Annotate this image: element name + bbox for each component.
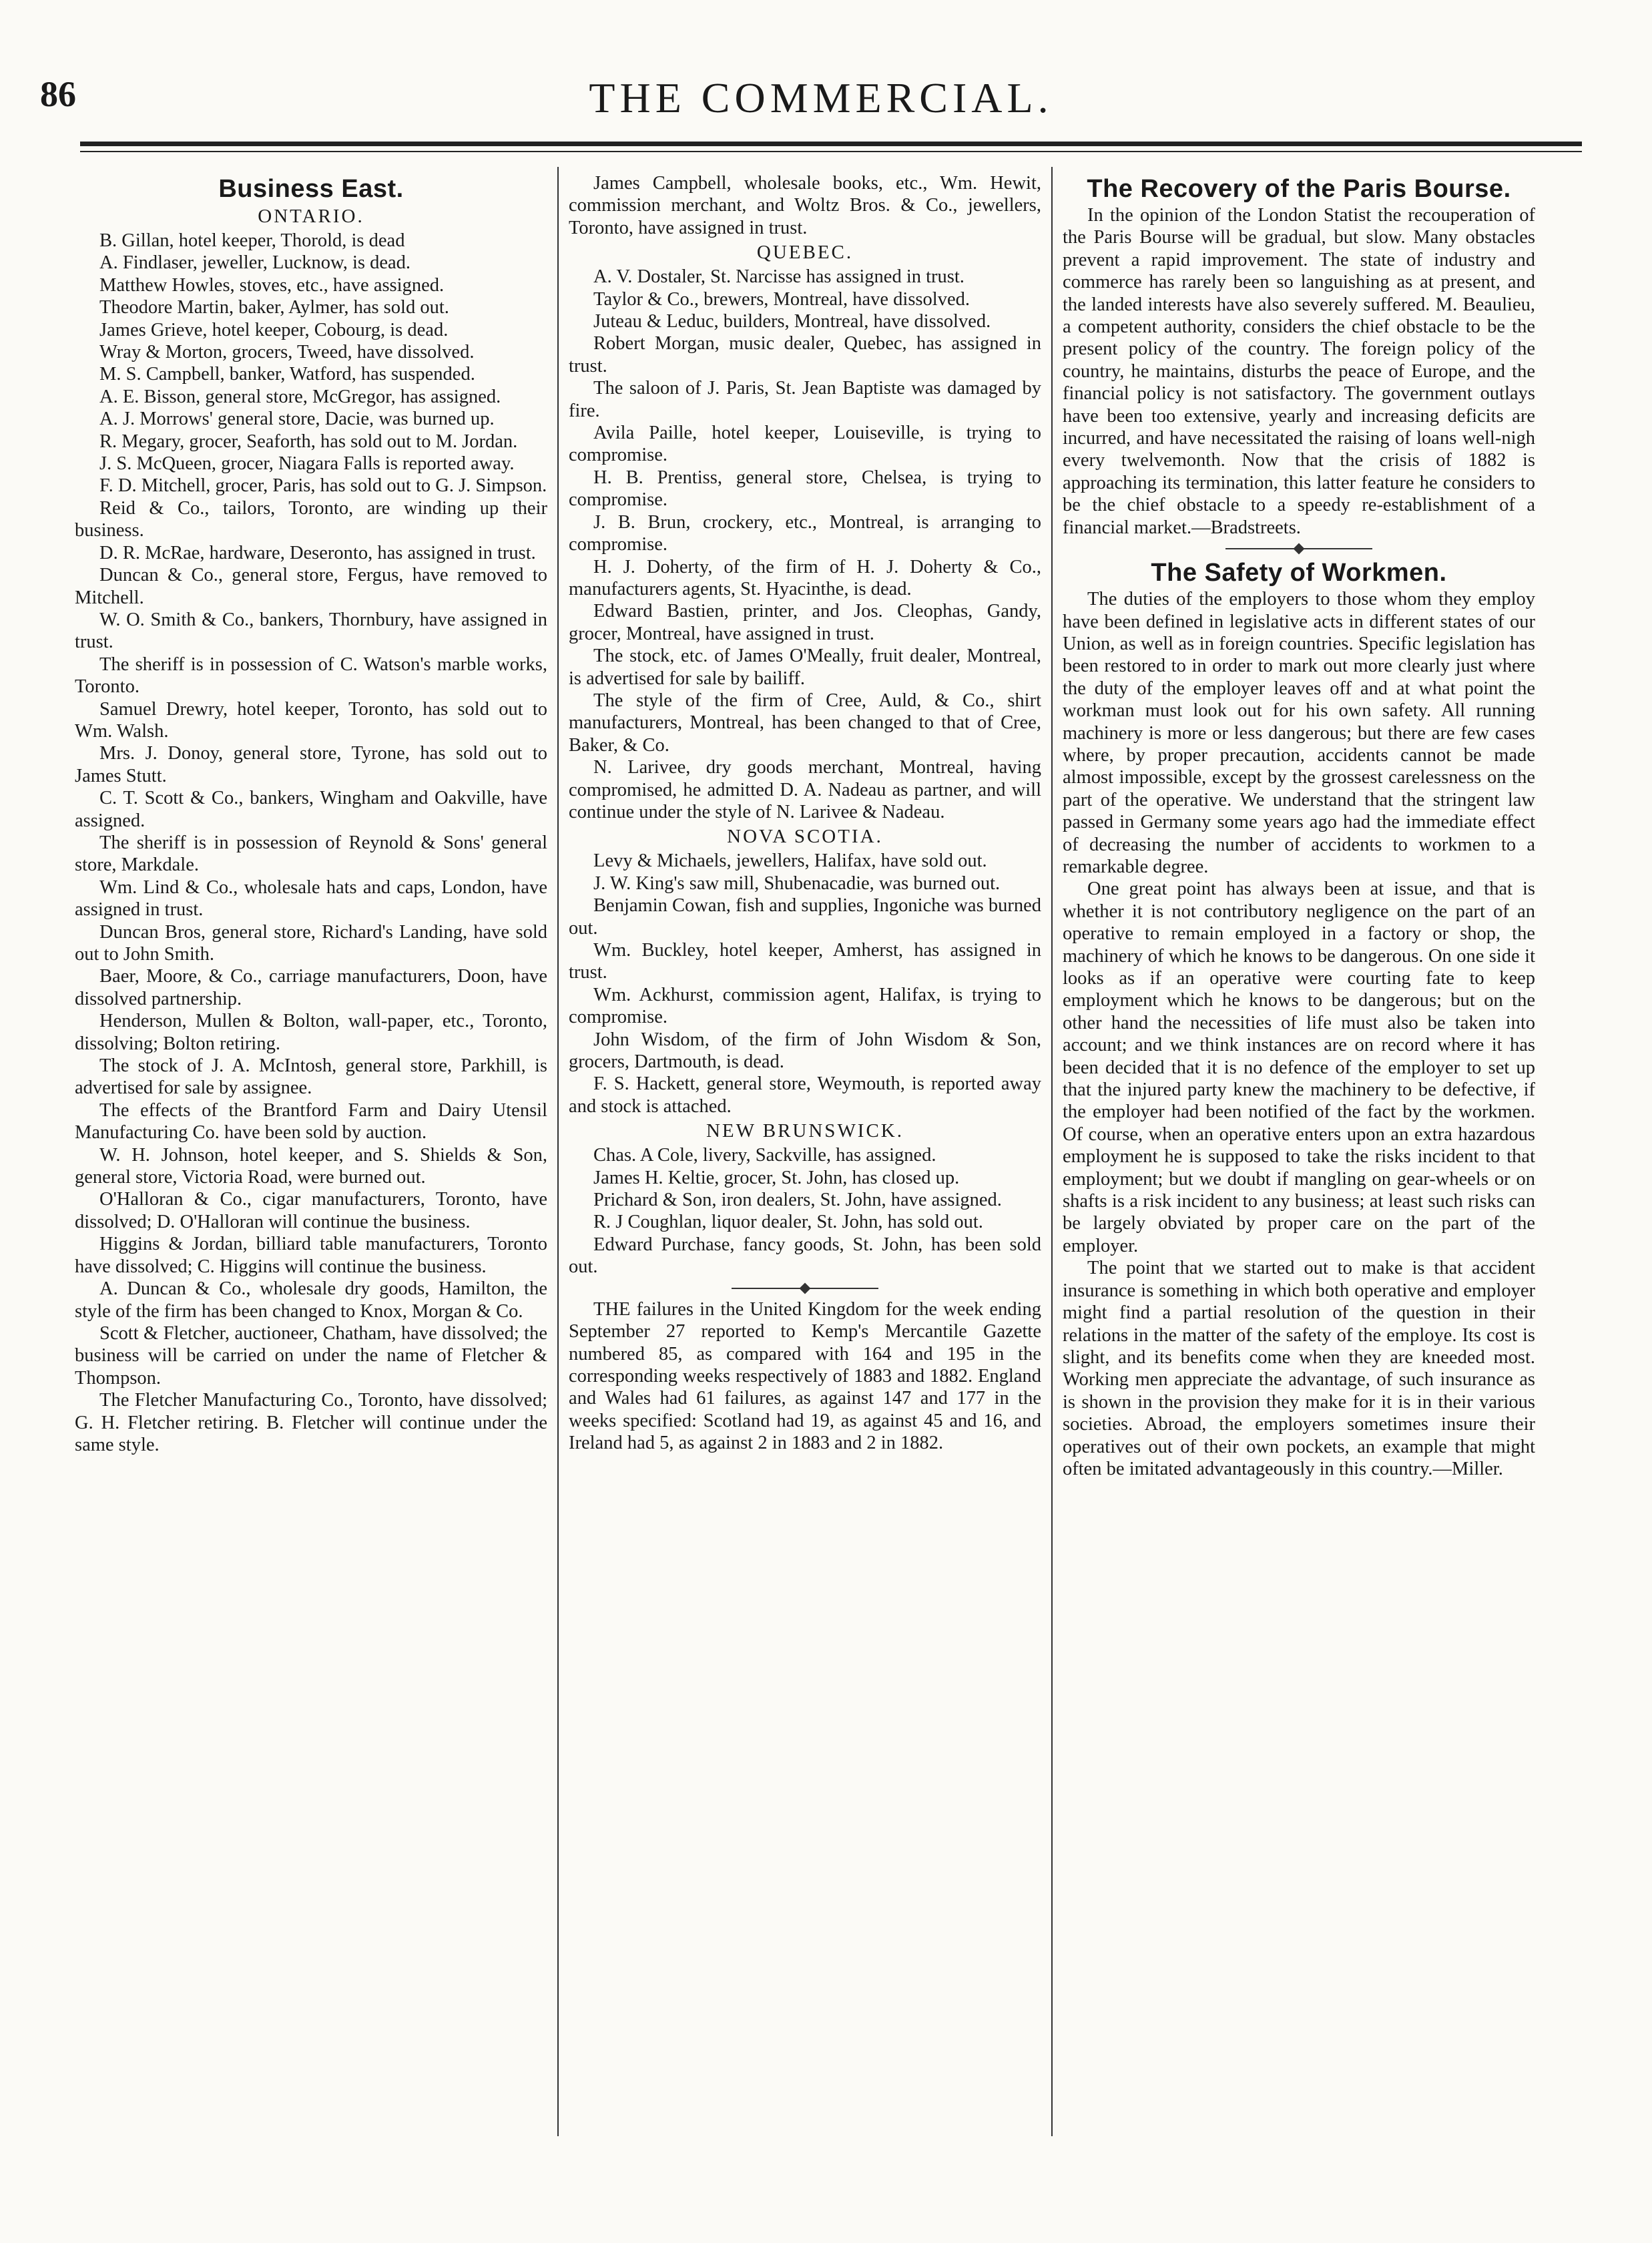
paragraph: The stock of J. A. McIntosh, general store, Parkhill, is advertised for sale by assignee.: [75, 1055, 547, 1099]
paragraph: Henderson, Mullen & Bolton, wall-paper, etc., Toronto, dissolving; Bolton retiring.: [75, 1011, 547, 1054]
business-east-heading: Business East.: [218, 175, 404, 203]
paragraph: A. J. Morrows' general store, Dacie, was burned up.: [99, 409, 495, 430]
paragraph: N. Larivee, dry goods merchant, Montreal, having compromised, he admitted D. A. Nadeau as partner, and will continue under the style of N. Larivee & Nadeau.: [569, 757, 1041, 822]
paragraph: Prichard & Son, iron dealers, St. John, have assigned.: [593, 1190, 1002, 1211]
quebec-subheading: QUEBEC.: [756, 242, 854, 264]
paragraph: Baer, Moore, & Co., carriage manufacturers, Doon, have dissolved partnership.: [75, 966, 547, 1009]
page-number: 86: [40, 74, 76, 114]
paragraph: J. S. McQueen, grocer, Niagara Falls is reported away.: [99, 453, 515, 475]
paragraph: The stock, etc. of James O'Meally, fruit dealer, Montreal, is advertised for sale by bailiff.: [569, 646, 1041, 689]
paragraph: M. S. Campbell, banker, Watford, has suspended.: [99, 364, 475, 385]
paragraph: Reid & Co., tailors, Toronto, are winding up their business.: [75, 497, 547, 541]
column-2: [569, 172, 1041, 2148]
paragraph: Duncan Bros, general store, Richard's Landing, have sold out to John Smith.: [75, 921, 547, 965]
paragraph: Edward Bastien, printer, and Jos. Cleophas, Gandy, grocer, Montreal, have assigned in trust.: [569, 601, 1041, 644]
ontario-notices: [75, 230, 547, 1456]
paragraph: Wray & Morton, grocers, Tweed, have dissolved.: [99, 342, 475, 363]
masthead: [40, 73, 1602, 147]
paragraph: Taylor & Co., brewers, Montreal, have dissolved.: [593, 288, 970, 310]
paragraph: The duties of the employers to those whom they employ have been defined in legislative acts in different states of our Union, as well as in foreign countries. Specific legislation has been restored to in order to mark out more clearly just where the duty of the employer leaves off and at what point the workman must look out for his own safety. All running machinery is more or less dangerous; but there are few cases where, by proper precaution, accidents cannot be made almost impossible, except by the grossest carelessness on the part of the operative. We understand that the stringent law passed in Germany some years ago had the immediate effect of decreasing the number of accidents to workmen to a remarkable degree.: [1063, 589, 1535, 877]
paragraph: Wm. Lind & Co., wholesale hats and caps, London, have assigned in trust.: [75, 877, 547, 921]
new-brunswick-subheading: NEW BRUNSWICK.: [706, 1120, 904, 1142]
header-rule-thick: [80, 142, 1582, 146]
paragraph: F. S. Hackett, general store, Weymouth, is reported away and stock is attached.: [569, 1073, 1041, 1117]
paragraph: W. H. Johnson, hotel keeper, and S. Shields & Son, general store, Victoria Road, were burned out.: [75, 1144, 547, 1188]
paragraph: Mrs. J. Donoy, general store, Tyrone, has sold out to James Stutt.: [75, 743, 547, 786]
paragraph: B. Gillan, hotel keeper, Thorold, is dead: [99, 230, 405, 251]
paragraph: The sheriff is in possession of Reynold & Sons' general store, Markdale.: [75, 832, 547, 876]
ontario-subheading: ONTARIO.: [258, 206, 364, 227]
paragraph: The point that we started out to make is that accident insurance is something in which both operative and employer might find a partial resolution of the question in their relations in the matter of the safety of the employe. Its cost is slight, and its benefits come when they are kneeded most. Working men appreciate the advantage, of such insurance as is shown in the provision they make for it is in their various societies. Abroad, the employers sometimes insure their operatives out of their own pockets, an example that might often be imitated advantageously in this country.—Miller.: [1063, 1258, 1535, 1479]
paragraph: The Fletcher Manufacturing Co., Toronto, have dissolved; G. H. Fletcher retiring. B. Fletcher will continue under the same style.: [75, 1390, 547, 1455]
paris-bourse-heading: The Recovery of the Paris Bourse.: [1087, 175, 1511, 203]
paragraph: The style of the firm of Cree, Auld, & Co., shirt manufacturers, Montreal, has been changed to that of Cree, Baker, & Co.: [569, 690, 1041, 756]
paragraph: H. J. Doherty, of the firm of H. J. Doherty & Co., manufacturers agents, St. Hyacinthe, is dead.: [569, 556, 1041, 599]
uk-failures-paragraph: THE failures in the United Kingdom for the week ending September 27 reported to Kemp's Mercantile Gazette numbered 85, as compared with 164 and 195 in the corresponding weeks respectively of 1883 and 1882. England and Wales had 61 failures, as against 147 and 177 in the weeks specified: Scotland had 19, as against 45 and 16, and Ireland had 5, as against 2 in 1883 and 2 in 1882.: [569, 1298, 1041, 1454]
continued-notices: [569, 172, 1041, 239]
paragraph: A. E. Bisson, general store, McGregor, has assigned.: [99, 386, 501, 407]
quebec-notices: [569, 266, 1041, 823]
paragraph: Wm. Buckley, hotel keeper, Amherst, has assigned in trust.: [569, 940, 1041, 983]
paragraph: R. J Coughlan, liquor dealer, St. John, has sold out.: [593, 1212, 983, 1233]
paragraph: A. V. Dostaler, St. Narcisse has assigned in trust.: [593, 266, 965, 288]
section-separator: [1225, 548, 1372, 549]
paragraph: A. Findlaser, jeweller, Lucknow, is dead.: [99, 252, 411, 274]
paragraph: Wm. Ackhurst, commission agent, Halifax, is trying to compromise.: [569, 984, 1041, 1028]
paragraph: The saloon of J. Paris, St. Jean Baptiste was damaged by fire.: [569, 378, 1041, 421]
paragraph: Theodore Martin, baker, Aylmer, has sold out.: [99, 297, 449, 318]
paragraph: F. D. Mitchell, grocer, Paris, has sold out to G. J. Simpson.: [99, 475, 547, 497]
paragraph: Edward Purchase, fancy goods, St. John, has been sold out.: [569, 1234, 1041, 1278]
column-3: [1063, 172, 1535, 2148]
paragraph: Higgins & Jordan, billiard table manufacturers, Toronto have dissolved; C. Higgins will continue the business.: [75, 1234, 547, 1277]
paragraph: C. T. Scott & Co., bankers, Wingham and Oakville, have assigned.: [75, 788, 547, 831]
paragraph: John Wisdom, of the firm of John Wisdom & Son, grocers, Dartmouth, is dead.: [569, 1029, 1041, 1073]
paragraph: Chas. A Cole, livery, Sackville, has assigned.: [593, 1145, 936, 1166]
paragraph: D. R. McRae, hardware, Deseronto, has assigned in trust.: [99, 542, 536, 563]
paragraph: R. Megary, grocer, Seaforth, has sold out to M. Jordan.: [99, 431, 518, 452]
paragraph: J. W. King's saw mill, Shubenacadie, was burned out.: [593, 873, 1001, 894]
section-separator: [732, 1288, 878, 1289]
paragraph: The effects of the Brantford Farm and Dairy Utensil Manufacturing Co. have been sold by auction.: [75, 1099, 547, 1144]
paris-bourse-article: In the opinion of the London Statist the recouperation of the Paris Bourse will be gradual, but slow. Many obstacles prevent a rapid improvement. The state of industry and commerce has rarely been so languishing as at present, and the landed interests have also severely suffered. M. Beaulieu, a competent authority, considers the chief obstacle to be the present policy of the country. The foreign policy of the country, he maintains, disturbs the peace of Europe, and the financial policy is not satisfactory. The government outlays have been too extensive, yearly and increasing deficits are incurred, and have necessitated the raising of loans well-nigh every twelvemonth. Now that the crisis of 1882 is approaching its termination, this latter feature he considers to be the chief obstacle to a speedy re-establishment of a financial market.—Bradstreets.: [1063, 205, 1535, 538]
paragraph: Duncan & Co., general store, Fergus, have removed to Mitchell.: [75, 565, 547, 608]
nova-scotia-subheading: NOVA SCOTIA.: [727, 826, 883, 848]
paragraph: Avila Paille, hotel keeper, Louiseville, is trying to compromise.: [569, 423, 1041, 466]
paragraph: Levy & Michaels, jewellers, Halifax, have sold out.: [593, 850, 987, 872]
safety-workmen-heading: The Safety of Workmen.: [1151, 559, 1447, 587]
column-1: [75, 172, 547, 2148]
paragraph: Juteau & Leduc, builders, Montreal, have dissolved.: [593, 311, 991, 332]
nova-scotia-notices: [569, 850, 1041, 1117]
paragraph: A. Duncan & Co., wholesale dry goods, Hamilton, the style of the firm has been changed to Knox, Morgan & Co.: [75, 1278, 547, 1322]
paragraph: James Grieve, hotel keeper, Cobourg, is dead.: [99, 319, 449, 340]
new-brunswick-notices: [569, 1144, 1041, 1278]
paragraph: The sheriff is in possession of C. Watson's marble works, Toronto.: [75, 654, 547, 698]
paragraph: One great point has always been at issue, and that is whether it is not contributory negligence on the part of an operative to remain employed in a factory or shop, the machinery of which he knows to be dangerous. On one side it looks as if an operative were courting fate to keep employment which he knows to be dangerous; but on the other hand the necessities of life must also be taken into account; and we think instances are on record where it has been decided that it is no defence of the employer to set up that the injured party knew the machinery to be defective, if the employer had been notified of the fact by the workmen. Of course, when an operative enters upon an extra hazardous employment he is supposed to take the risks incident to that employment; but we doubt if mangling on gear-wheels or on shafts is a risk incident to any business; at least such risks can be largely obviated by proper care on the part of the employer.: [1063, 879, 1535, 1256]
paragraph: James Campbell, wholesale books, etc., Wm. Hewit, commission merchant, and Woltz Bros. & Co., jewellers, Toronto, have assigned in trust.: [569, 173, 1041, 238]
column-divider: [557, 167, 559, 2136]
paragraph: James H. Keltie, grocer, St. John, has closed up.: [593, 1167, 960, 1188]
paragraph: Scott & Fletcher, auctioneer, Chatham, have dissolved; the business will be carried on under the name of Fletcher & Thompson.: [75, 1322, 547, 1389]
paragraph: H. B. Prentiss, general store, Chelsea, is trying to compromise.: [569, 467, 1041, 511]
paragraph: O'Halloran & Co., cigar manufacturers, Toronto, have dissolved; D. O'Halloran will continue the business.: [75, 1189, 547, 1232]
paragraph: W. O. Smith & Co., bankers, Thornbury, have assigned in trust.: [75, 609, 547, 653]
header-rule-thin: [80, 151, 1582, 152]
paragraph: J. B. Brun, crockery, etc., Montreal, is arranging to compromise.: [569, 511, 1041, 555]
safety-workmen-article: [1063, 588, 1535, 1480]
paragraph: Benjamin Cowan, fish and supplies, Ingoniche was burned out.: [569, 895, 1041, 939]
paragraph: Matthew Howles, stoves, etc., have assigned.: [99, 274, 445, 296]
paragraph: Samuel Drewry, hotel keeper, Toronto, has sold out to Wm. Walsh.: [75, 698, 547, 742]
paragraph: Robert Morgan, music dealer, Quebec, has assigned in trust.: [569, 333, 1041, 377]
journal-title: THE COMMERCIAL.: [589, 74, 1053, 121]
column-divider: [1051, 167, 1053, 2136]
